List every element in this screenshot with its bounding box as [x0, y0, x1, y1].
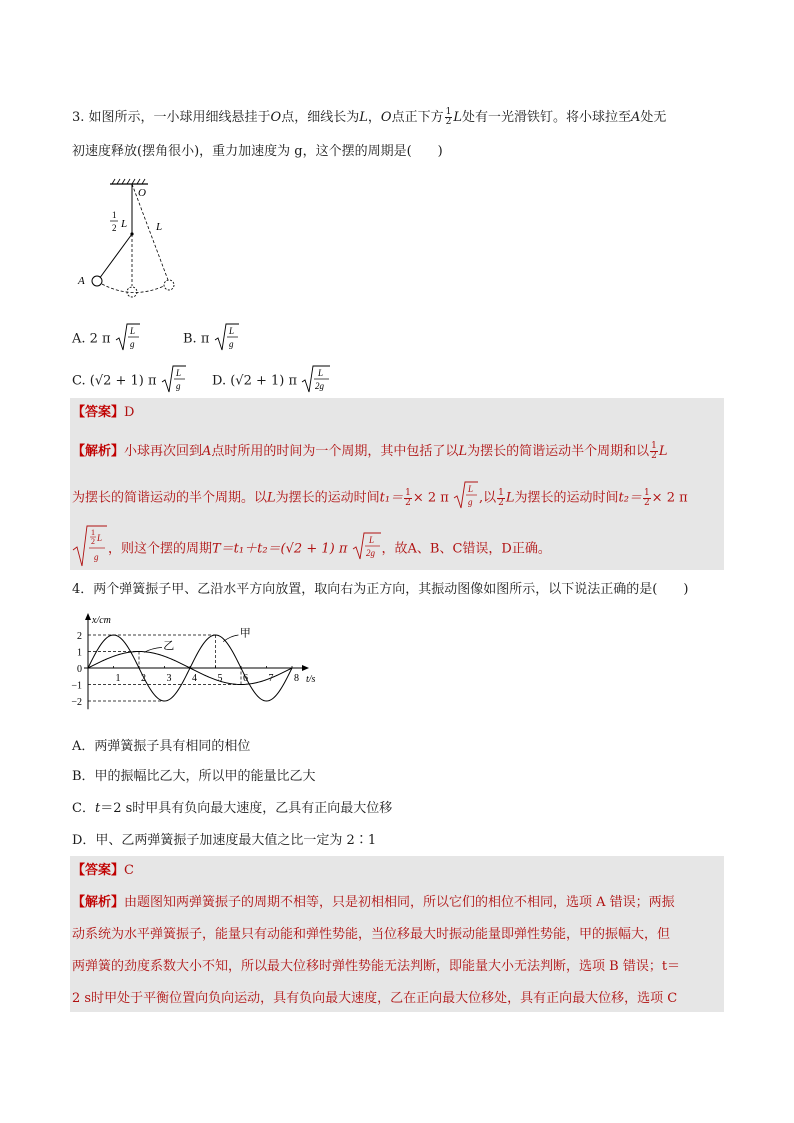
- ball-A: [92, 276, 102, 286]
- q3-stem-text: 处无: [640, 110, 667, 125]
- svg-text:2g: 2g: [365, 548, 375, 558]
- q3-stem-text: 点正下方: [391, 110, 444, 125]
- q3-stem-text: 3. 如图所示，一小球用细线悬挂于: [72, 110, 271, 125]
- x-tick-label: 6: [243, 673, 248, 684]
- svg-text:g: g: [94, 552, 99, 562]
- q4-answer: [72, 862, 134, 880]
- q4-stem: 4．两个弹簧振子甲、乙沿水平方向放置，取向右为正方向，其振动图像如图所示，以下说法正确的是( ): [72, 582, 689, 597]
- q3-stem-text: ，: [367, 110, 381, 125]
- q3-option-C: C. (√2 + 1) π L g: [72, 364, 187, 398]
- answer-value: D: [124, 405, 135, 420]
- y-tick-label: −2: [71, 697, 82, 708]
- y-axis-label: x/cm: [92, 615, 111, 626]
- label-A: A: [78, 275, 85, 287]
- answer-label: 【答案】: [72, 405, 125, 420]
- q3-analysis-line3: 1 2 L g ，则这个摆的周期T＝t₁＋t₂＝(√2 + 1) π L 2g ，故A、B、C错误，D正确。: [72, 524, 551, 574]
- q4-analysis-line4: 2 s时甲处于平衡位置向负向运动，具有负向最大速度，乙在正向最大位移处，具有正向最大位移，选项 C: [72, 991, 678, 1006]
- answer-value: C: [124, 863, 134, 878]
- y-tick-label: 2: [77, 631, 82, 642]
- x-axis-arrow: [302, 665, 309, 671]
- answer-label: 【答案】: [72, 863, 125, 878]
- svg-text:1: 1: [91, 528, 95, 537]
- svg-text:L: L: [467, 484, 473, 494]
- q4-option-D: D．甲、乙两弹簧振子加速度最大值之比一定为 2∶1: [72, 833, 377, 848]
- svg-text:L: L: [318, 368, 324, 378]
- ball-right: [164, 280, 174, 290]
- ceiling-hatch: [112, 179, 145, 184]
- x-tick-label: 5: [217, 673, 223, 684]
- series-label: 甲: [239, 626, 251, 640]
- q3-option-D: D. (√2 + 1) π L 2g: [212, 364, 331, 398]
- y-tick-label: −1: [71, 680, 82, 692]
- svg-text:2: 2: [91, 537, 95, 546]
- string-to-A: [99, 234, 132, 279]
- q3-analysis-line2: 为摆长的简谐运动的半个周期。以L为摆长的运动时间t₁＝ $\frac{1}{2}$ × 2 π L g ,以 $\frac{1}{2}$ L为摆长的运动时间t₂＝ $\frac{1}{2}$ × 2 π: [72, 480, 688, 516]
- svg-text:L: L: [228, 326, 234, 336]
- sqrt-icon: [161, 364, 187, 398]
- label-half-num: 1: [112, 210, 117, 220]
- sqrt-icon: [115, 322, 141, 356]
- svg-text:g: g: [175, 381, 181, 391]
- svg-text:g: g: [467, 497, 473, 507]
- series-label: 乙: [163, 639, 175, 653]
- q3-var-A: A: [630, 110, 641, 125]
- x-axis-label: t/s: [306, 674, 316, 685]
- svg-text:L: L: [368, 535, 374, 545]
- q3-var-O: O: [270, 110, 282, 125]
- q4-analysis-line3: 两弹簧的劲度系数大小不知，所以最大位移时弹性势能无法判断，即能量大小无法判断，选项 B 错误；t＝: [72, 959, 681, 974]
- label-L: L: [156, 221, 163, 233]
- q3-var-O: O: [380, 110, 392, 125]
- q3-stem-text: 处有一光滑铁钉。将小球拉至: [461, 110, 631, 125]
- q3-stem-text: 点，细线长为: [281, 110, 360, 125]
- q4-option-A: A．两弹簧振子具有相同的相位: [72, 739, 251, 754]
- label-L-half: L: [121, 218, 128, 230]
- sqrt-icon: [72, 524, 108, 574]
- x-tick-label: 8: [294, 673, 299, 684]
- pendulum-figure: [72, 178, 192, 298]
- x-tick-label: 3: [166, 673, 172, 684]
- q3-stem-line1: [72, 108, 666, 127]
- sqrt-icon: [214, 322, 240, 356]
- analysis-label: 【解析】: [72, 895, 125, 910]
- svg-text:2g: 2g: [315, 381, 325, 391]
- oscillation-chart: [64, 612, 344, 722]
- svg-text:L: L: [97, 533, 103, 543]
- sqrt-icon: [453, 480, 479, 516]
- q3-fraction-half: $\frac{1}{2}$: [445, 107, 452, 127]
- q3-var-L: L: [359, 110, 368, 125]
- x-tick-label: 2: [141, 673, 146, 684]
- label-O: O: [138, 187, 146, 199]
- sqrt-icon: [352, 531, 382, 567]
- q3-var-L: L: [453, 110, 462, 125]
- x-tick-label: 7: [268, 673, 274, 684]
- label-half-den: 2: [112, 223, 117, 233]
- x-tick-label: 4: [192, 673, 197, 684]
- q4-analysis-line1: 【解析】由题图知两弹簧振子的周期不相等，只是初相相同，所以它们的相位不相同，选项 A 错误；两振: [72, 895, 675, 910]
- x-tick-label: 1: [115, 673, 121, 684]
- q3-answer: [72, 404, 134, 422]
- q3-option-B: B. π L g: [183, 322, 240, 356]
- svg-text:L: L: [175, 368, 181, 378]
- q3-stem-line2: 初速度释放(摆角很小)，重力加速度为 g，这个摆的周期是( ): [72, 144, 443, 159]
- y-axis-arrow: [85, 613, 91, 620]
- analysis-label: 【解析】: [72, 444, 125, 459]
- svg-text:g: g: [228, 339, 234, 349]
- sqrt-icon: [301, 364, 331, 398]
- q3-analysis-line1: 【解析】小球再次回到A点时所用的时间为一个周期，其中包括了以L为摆长的简谐运动半个周期和以 $\frac{1}{2}$ L: [72, 441, 668, 461]
- y-tick-label: 0: [77, 664, 82, 675]
- q4-option-C: C．t＝2 s时甲具有负向最大速度，乙具有正向最大位移: [72, 801, 393, 816]
- q4-analysis-line2: 动系统为水平弹簧振子，能量只有动能和弹性势能，当位移最大时振动能量即弹性势能，甲的振幅大，但: [72, 927, 671, 942]
- y-tick-label: 1: [77, 647, 82, 659]
- svg-text:L: L: [129, 326, 135, 336]
- q4-option-B: B．甲的振幅比乙大，所以甲的能量比乙大: [72, 769, 316, 784]
- svg-text:g: g: [129, 339, 135, 349]
- q3-option-A: A. 2 π L g: [72, 322, 141, 356]
